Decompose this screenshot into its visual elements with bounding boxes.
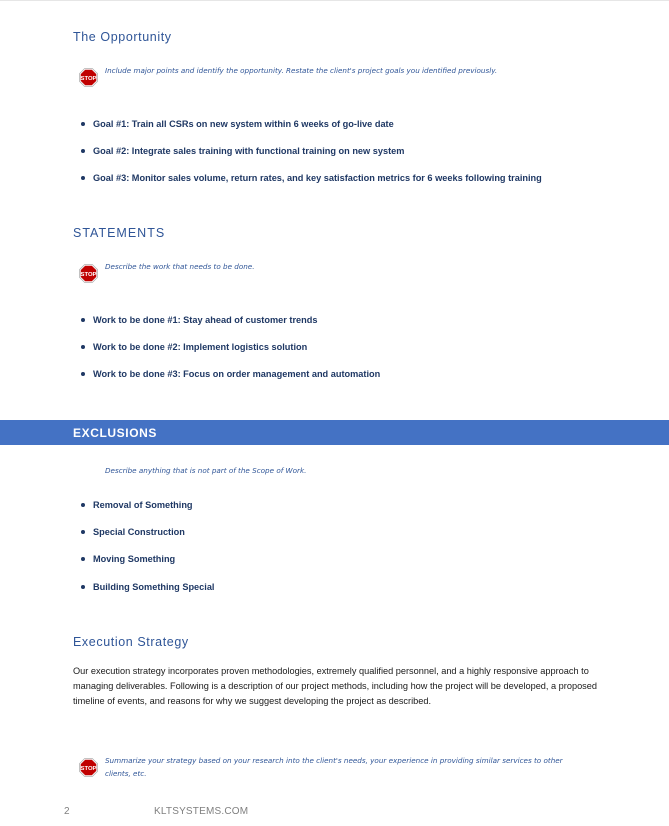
statements-list: [79, 315, 380, 397]
statement-item: Work to be done #3: Focus on order management and automation: [79, 369, 380, 396]
exclusions-list: [79, 500, 215, 609]
stop-sign-icon: [79, 758, 98, 777]
goals-list: [79, 119, 542, 201]
footer-site: KLTSYSTEMS.COM: [154, 806, 249, 817]
page-number: 2: [64, 806, 70, 817]
execution-note: Summarize your strategy based on your research into the client's needs, your experience in providing similar services to other clients, etc.: [105, 756, 563, 778]
bullet-icon: [81, 149, 85, 153]
statement-item: Work to be done #2: Implement logistics solution: [79, 342, 380, 369]
opportunity-heading: The Opportunity: [73, 30, 172, 44]
bullet-icon: [81, 345, 85, 349]
stop-sign-label: STOP: [80, 75, 97, 82]
bullet-icon: [81, 372, 85, 376]
bullet-icon: [81, 530, 85, 534]
goal-item: Goal #3: Monitor sales volume, return rates, and key satisfaction metrics for 6 weeks following training: [79, 173, 542, 200]
exclusion-item: Building Something Special: [79, 582, 215, 609]
exclusions-band: [0, 420, 669, 445]
goal-item: Goal #1: Train all CSRs on new system within 6 weeks of go-live date: [79, 119, 542, 146]
stop-sign-icon: [79, 68, 98, 87]
statements-heading: STATEMENTS: [73, 226, 166, 240]
exclusions-heading: EXCLUSIONS: [73, 426, 158, 440]
statement-item: Work to be done #1: Stay ahead of customer trends: [79, 315, 380, 342]
execution-body: Our execution strategy incorporates proven methodologies, extremely qualified personnel, and a highly responsive approach to managing deliverables. Following is a description of our project methods, including how the project will be developed, a proposed timeline of events, and reasons for why we suggest developing the project as described.: [73, 666, 597, 707]
exclusion-item: Moving Something: [79, 554, 215, 581]
top-rule: [0, 0, 669, 1]
goal-item: Goal #2: Integrate sales training with functional training on new system: [79, 146, 542, 173]
exclusion-item: Removal of Something: [79, 500, 215, 527]
bullet-icon: [81, 557, 85, 561]
bullet-icon: [81, 318, 85, 322]
opportunity-note: Include major points and identify the opportunity. Restate the client's project goals you identified previously.: [105, 66, 498, 75]
statements-note: Describe the work that needs to be done.: [105, 262, 255, 271]
execution-heading: Execution Strategy: [73, 635, 189, 649]
stop-sign-label: STOP: [80, 765, 97, 772]
bullet-icon: [81, 585, 85, 589]
stop-sign-icon: [79, 264, 98, 283]
exclusion-item: Special Construction: [79, 527, 215, 554]
bullet-icon: [81, 176, 85, 180]
exclusions-note: Describe anything that is not part of the Scope of Work.: [105, 466, 307, 475]
bullet-icon: [81, 122, 85, 126]
bullet-icon: [81, 503, 85, 507]
stop-sign-label: STOP: [80, 271, 97, 278]
